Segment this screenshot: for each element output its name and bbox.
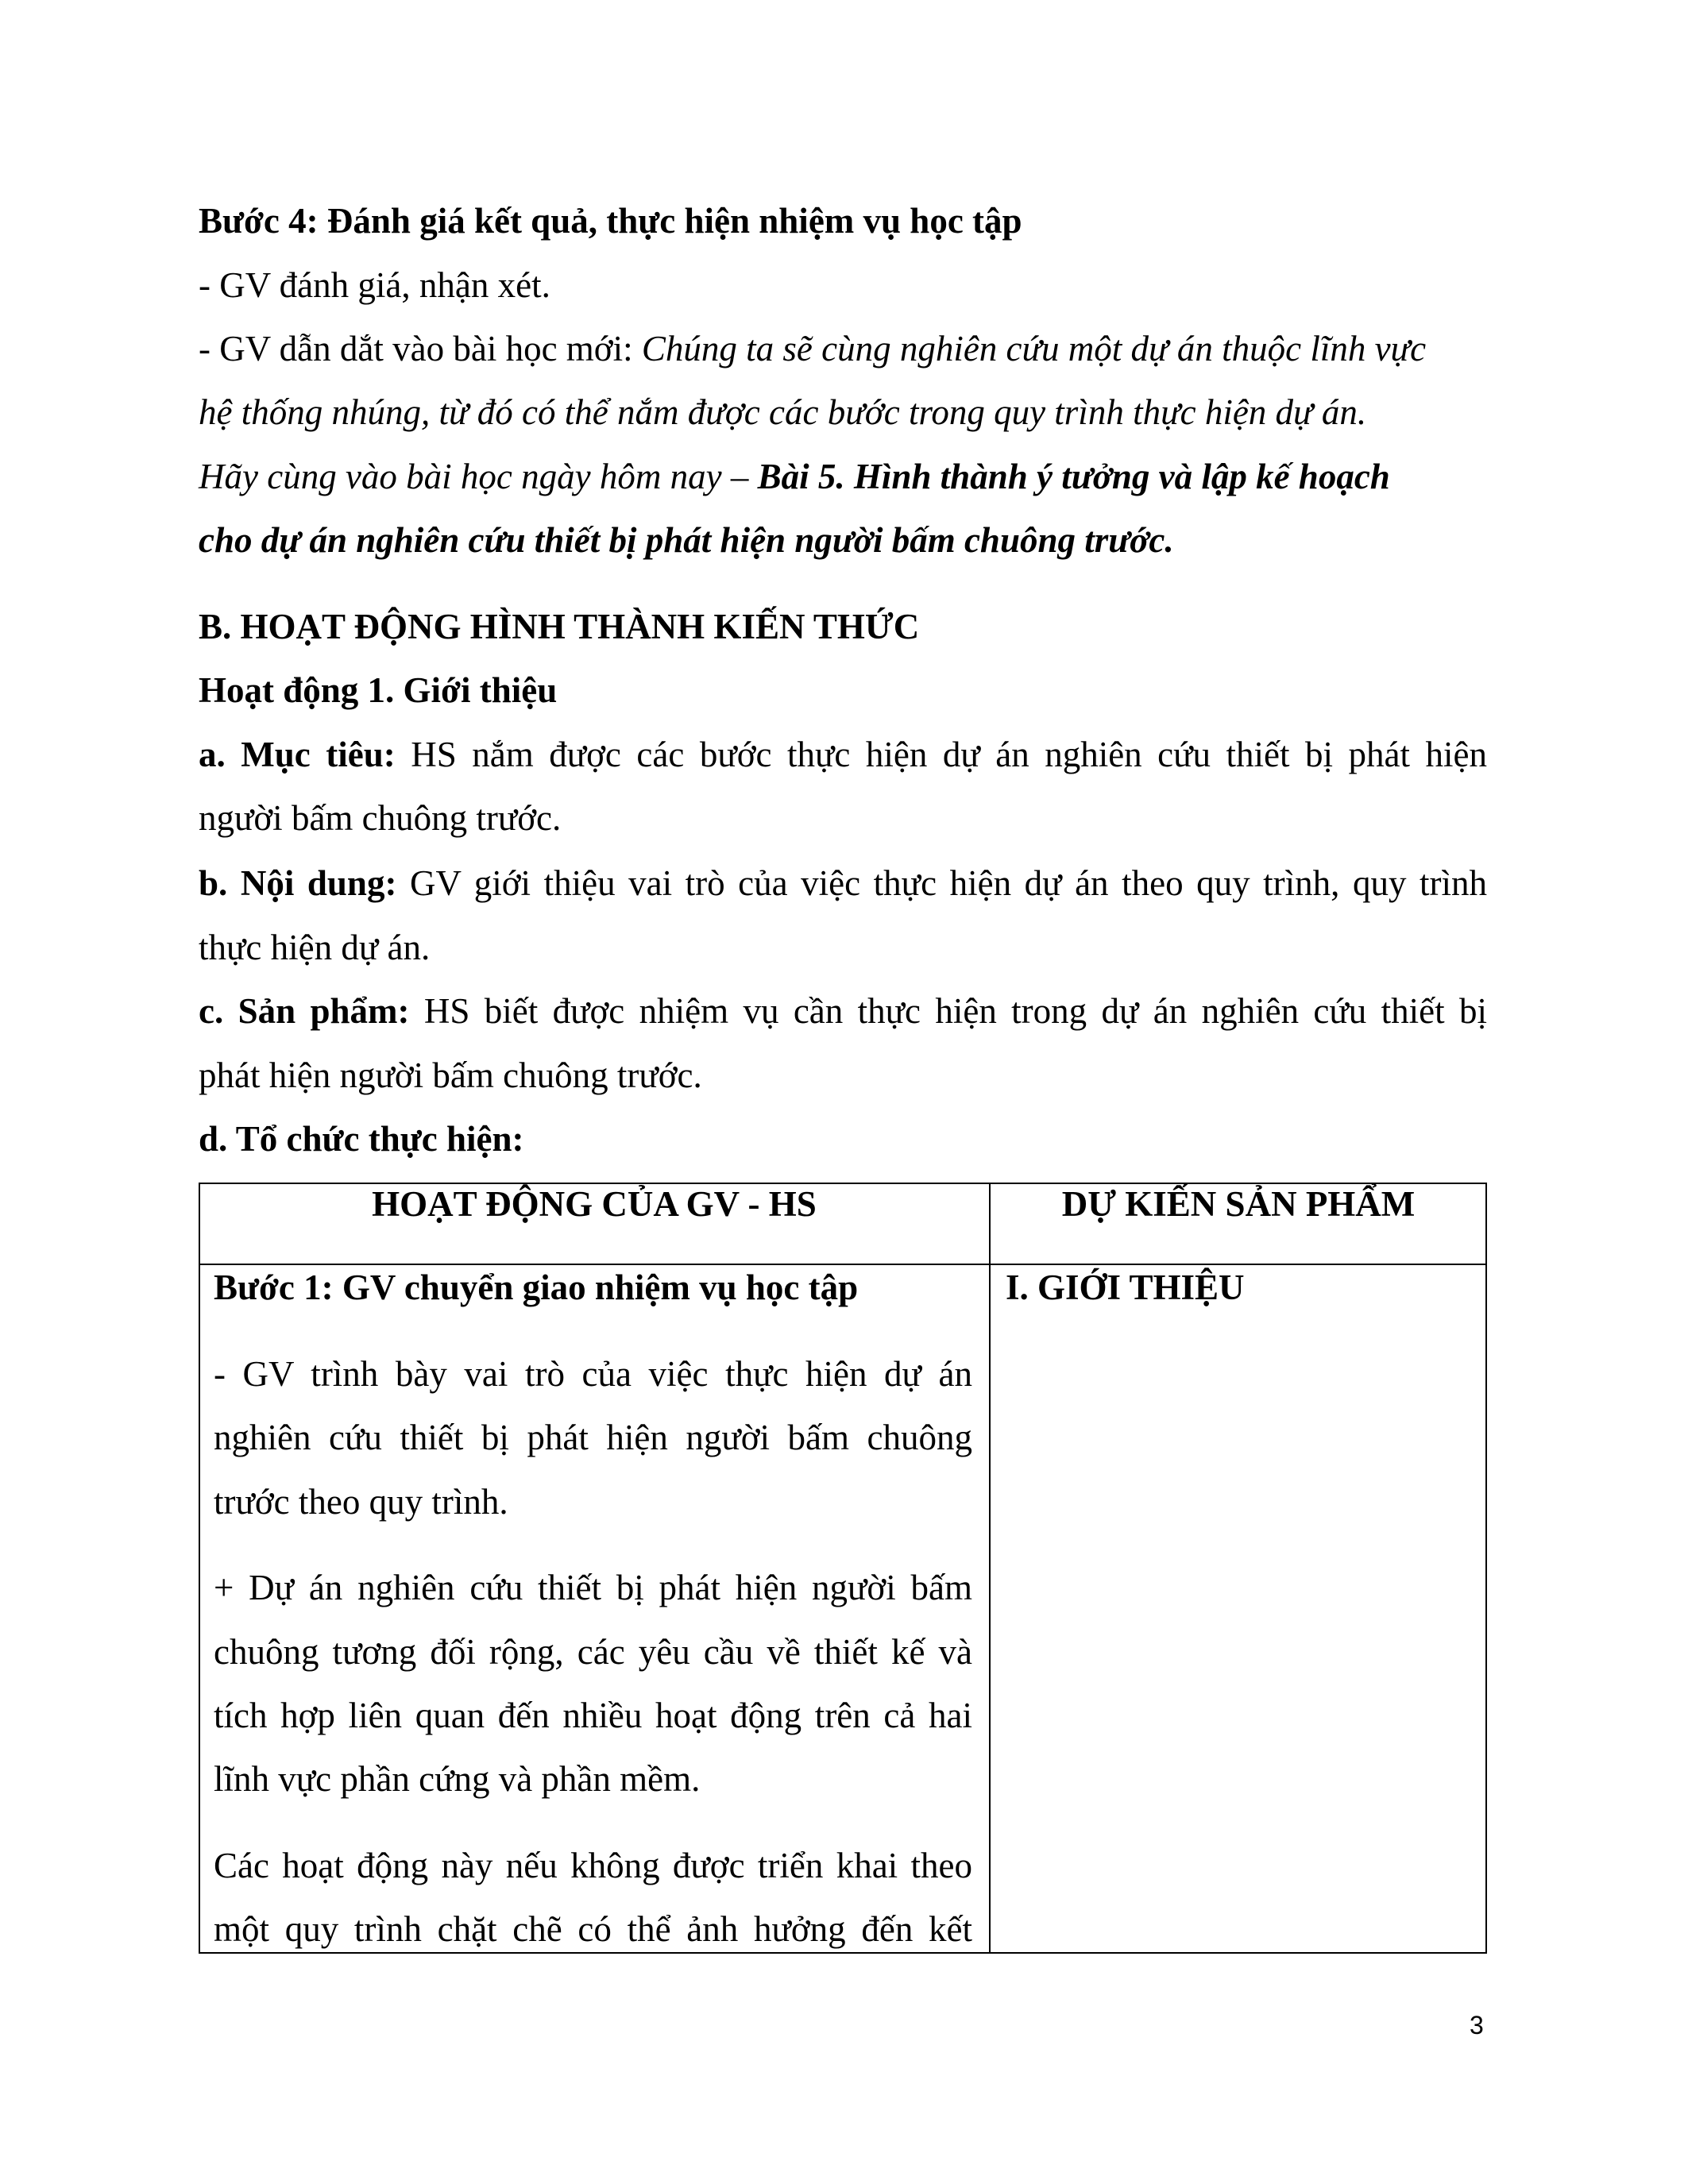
objective-label: a. Mục tiêu: [199,735,396,774]
paragraph-line: hệ thống nhúng, từ đó có thể nắm được các bước trong quy trình thực hiện dự án. [199,392,1367,432]
organization-heading: d. Tổ chức thực hiện: [199,1119,524,1159]
italic-text: Chúng ta sẽ cùng nghiên cứu một dự án thuộc lĩnh vực [641,329,1427,369]
cell-line: chuông tương đối rộng, các yêu cầu về thiết kế và [214,1632,972,1672]
cell-line: lĩnh vực phần cứng và phần mềm. [214,1759,701,1799]
paragraph-line: - GV đánh giá, nhận xét. [199,265,550,305]
section-heading: B. HOẠT ĐỘNG HÌNH THÀNH KIẾN THỨC [199,607,920,646]
table-column-divider [989,1183,991,1954]
cell-line: nghiên cứu thiết bị phát hiện người bấm chuông [214,1418,972,1457]
table-header-products: DỰ KIẾN SẢN PHẨM [1061,1184,1416,1224]
text: - GV dẫn dắt vào bài học mới: [199,329,642,369]
cell-line: + Dự án nghiên cứu thiết bị phát hiện người bấm [214,1568,972,1607]
cell-line: một quy trình chặt chẽ có thể ảnh hưởng đến kết [214,1909,972,1949]
content-label: b. Nội dung: [199,863,397,903]
product-label: c. Sản phẩm: [199,991,410,1031]
table-header-activities: HOẠT ĐỘNG CỦA GV - HS [372,1184,817,1224]
content-text: GV giới thiệu vai trò của việc thực hiện dự án theo quy trình, quy trình [396,863,1488,903]
product-section-heading: I. GIỚI THIỆU [1006,1268,1245,1307]
cell-line: trước theo quy trình. [214,1482,508,1522]
activity-heading: Hoạt động 1. Giới thiệu [199,670,558,710]
content-line-2: thực hiện dự án. [199,928,431,967]
product-text: HS biết được nhiệm vụ cần thực hiện trong dự án nghiên cứu thiết bị [409,991,1487,1031]
content-line [199,851,1487,915]
objective-text: HS nắm được các bước thực hiện dự án nghiên cứu thiết bị phát hiện [395,735,1488,774]
italic-text: Hãy cùng vào bài học ngày hôm nay – [199,457,758,496]
cell-line: Các hoạt động này nếu không được triển khai theo [214,1846,972,1885]
product-line [199,979,1487,1043]
objective-line-2: người bấm chuông trước. [199,798,562,838]
paragraph-line [199,317,1487,380]
step4-heading: Bước 4: Đánh giá kết quả, thực hiện nhiệm vụ học tập [199,201,1022,241]
objective-line [199,723,1487,786]
lesson-title: Bài 5. Hình thành ý tưởng và lập kế hoạch [757,457,1390,496]
lesson-title-cont: cho dự án nghiên cứu thiết bị phát hiện người bấm chuông trước. [199,520,1174,560]
product-line-2: phát hiện người bấm chuông trước. [199,1055,702,1095]
cell-line: tích hợp liên quan đến nhiều hoạt động trên cả hai [214,1696,972,1735]
step1-heading: Bước 1: GV chuyển giao nhiệm vụ học tập [214,1268,859,1307]
cell-line: - GV trình bày vai trò của việc thực hiện dự án [214,1354,972,1394]
page-number: 3 [1470,2011,1484,2039]
paragraph-line [199,445,1487,508]
